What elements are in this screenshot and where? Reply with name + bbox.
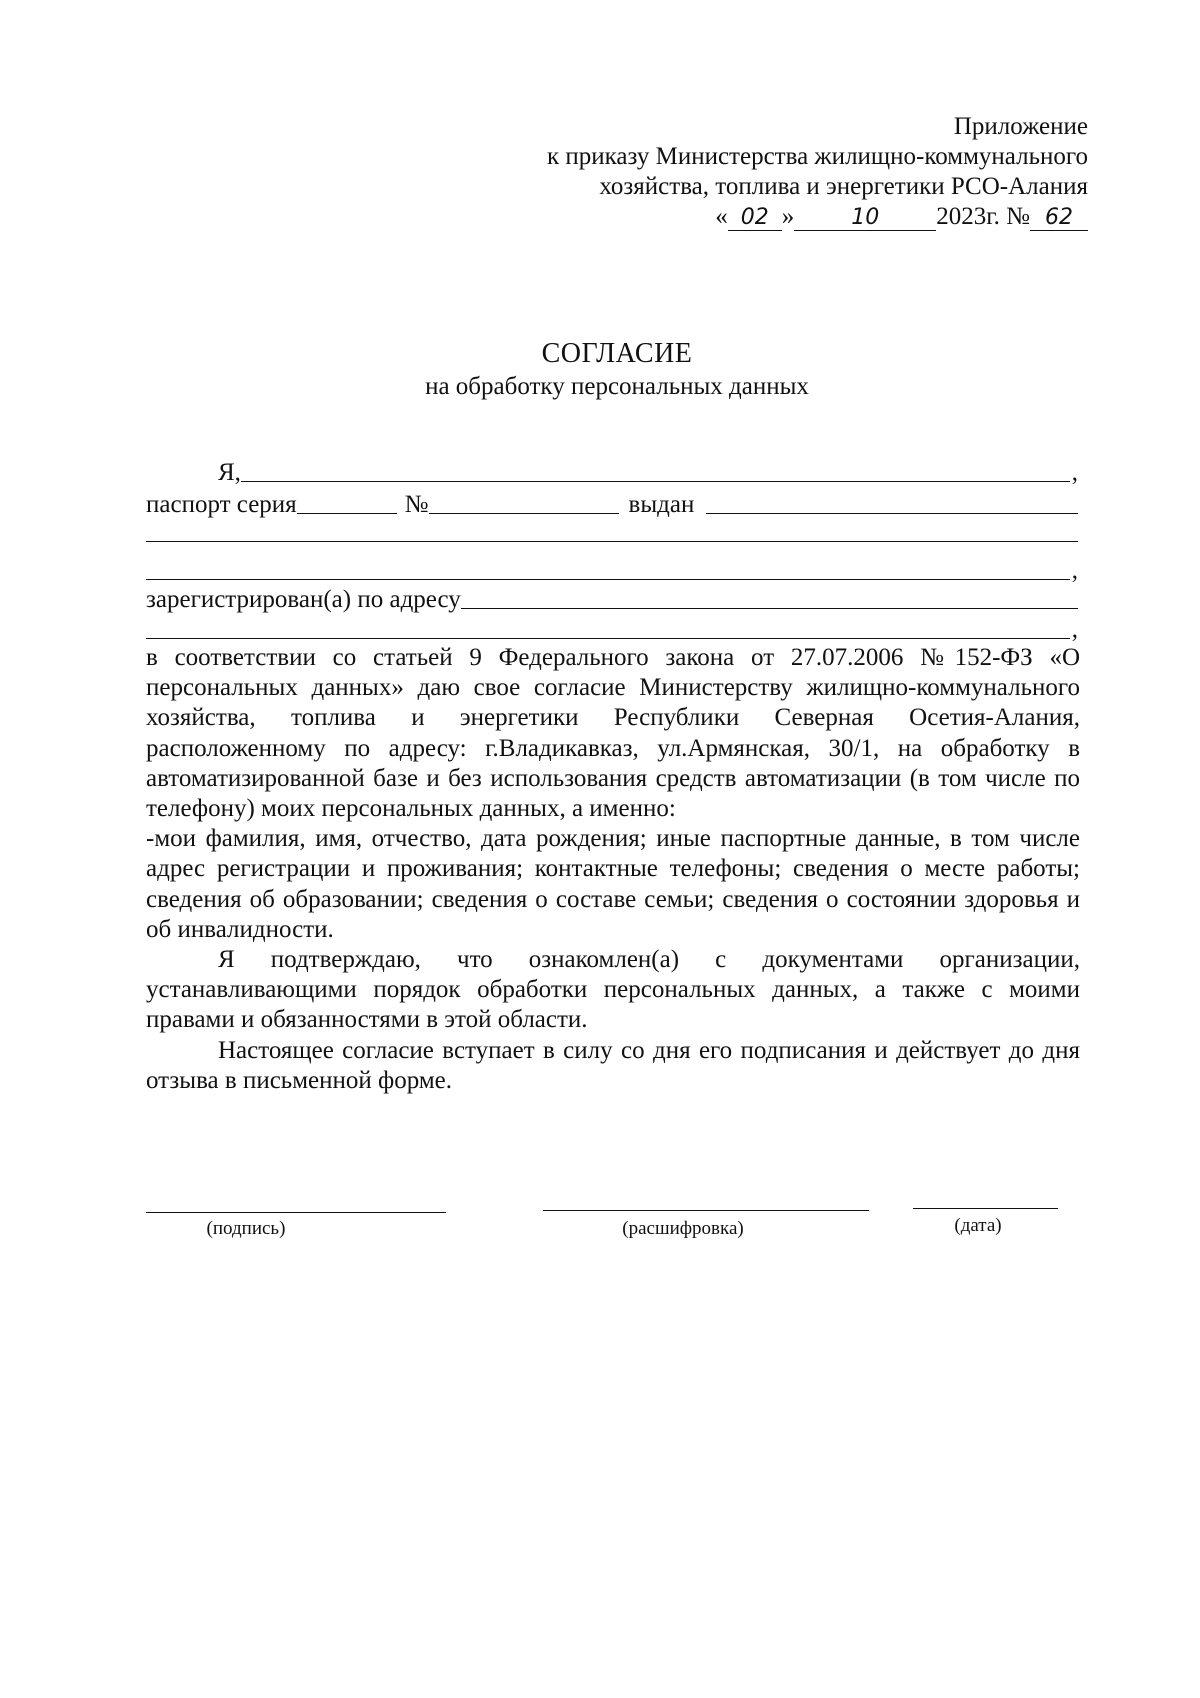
address-row (146, 584, 1078, 614)
passport-series-label: паспорт серия (146, 491, 297, 518)
name-label: Я, (218, 459, 241, 486)
date-year-label: 2023г. № (936, 203, 1030, 230)
issued-continuation-row (146, 517, 1078, 547)
appendix-order-ref: к приказу Министерства жилищно-коммунального (546, 143, 1088, 170)
signature-line[interactable] (146, 1212, 446, 1213)
decoding-line[interactable] (543, 1210, 869, 1211)
consent-paragraph-3: Я подтверждаю, что ознакомлен(а) с документами организации, устанавливающими порядок обработки персональных данных, а также с моими правами и обязанностями в этой области. (146, 946, 1080, 1034)
issued-label: выдан (628, 491, 695, 518)
date-line[interactable] (913, 1208, 1058, 1209)
name-row (146, 457, 1078, 487)
signature-caption: (подпись) (206, 1218, 286, 1239)
passport-number-field[interactable] (429, 513, 619, 514)
name-field[interactable] (241, 481, 1070, 482)
address-comma: , (1071, 616, 1078, 643)
date-open-quote: « (715, 203, 728, 230)
issued-continuation-field-2[interactable] (146, 579, 1070, 580)
appendix-header (547, 112, 1088, 232)
appendix-title: Приложение (953, 113, 1088, 140)
consent-paragraph-1: в соответствии со статьей 9 Федерального закона от 27.07.2006 №152-ФЗ «О персональных данных» даю свое согласие Министерству жилищно-коммунального хозяйства, топлива и энергетики Республики Северная Осетия-Алания, расположенному по адресу: г.Владикавказ, ул.Армянская, 30/1, на обработку в автоматизированной базе и без использования средств автоматизации (в том числе по телефону) моих персональных данных, а именно: (146, 644, 1080, 823)
document-title: СОГЛАСИЕ (541, 338, 693, 369)
passport-row (146, 489, 1078, 519)
decoding-caption: (расшифровка) (622, 1218, 744, 1239)
issued-comma: , (1071, 557, 1078, 584)
passport-number-label: № (404, 491, 429, 518)
address-field[interactable] (461, 608, 1078, 609)
date-month: 10 (794, 206, 936, 231)
registered-label: зарегистрирован(а) по адресу (146, 586, 461, 613)
consent-paragraph-2: -мои фамилия, имя, отчество, дата рождения; иные паспортные данные, в том числе адрес регистрации и проживания; контактные телефоны; сведения о месте работы; сведения об образовании; сведения о составе семьи; сведения о состоянии здоровья и об инвалидности. (146, 825, 1080, 943)
address-continuation-field[interactable] (146, 638, 1070, 639)
issued-continuation-field[interactable] (146, 541, 1078, 542)
passport-series-field[interactable] (297, 513, 397, 514)
date-close-quote: » (781, 203, 795, 230)
consent-paragraph-4: Настоящее согласие вступает в силу со дня его подписания и действует до дня отзыва в письменной форме. (146, 1036, 1080, 1094)
consent-body (146, 643, 1080, 1096)
appendix-date-line (547, 202, 1088, 232)
issued-continuation-row-2 (146, 555, 1078, 585)
name-comma: , (1071, 459, 1078, 486)
date-caption: (дата) (954, 1215, 1002, 1236)
address-continuation-row (146, 614, 1078, 644)
order-number: 62 (1030, 206, 1088, 231)
document-subtitle: на обработку персональных данных (425, 373, 809, 400)
issued-field[interactable] (706, 513, 1078, 514)
appendix-ministry: хозяйства, топлива и энергетики РСО-Алания (599, 173, 1088, 200)
date-day: 02 (728, 206, 782, 231)
